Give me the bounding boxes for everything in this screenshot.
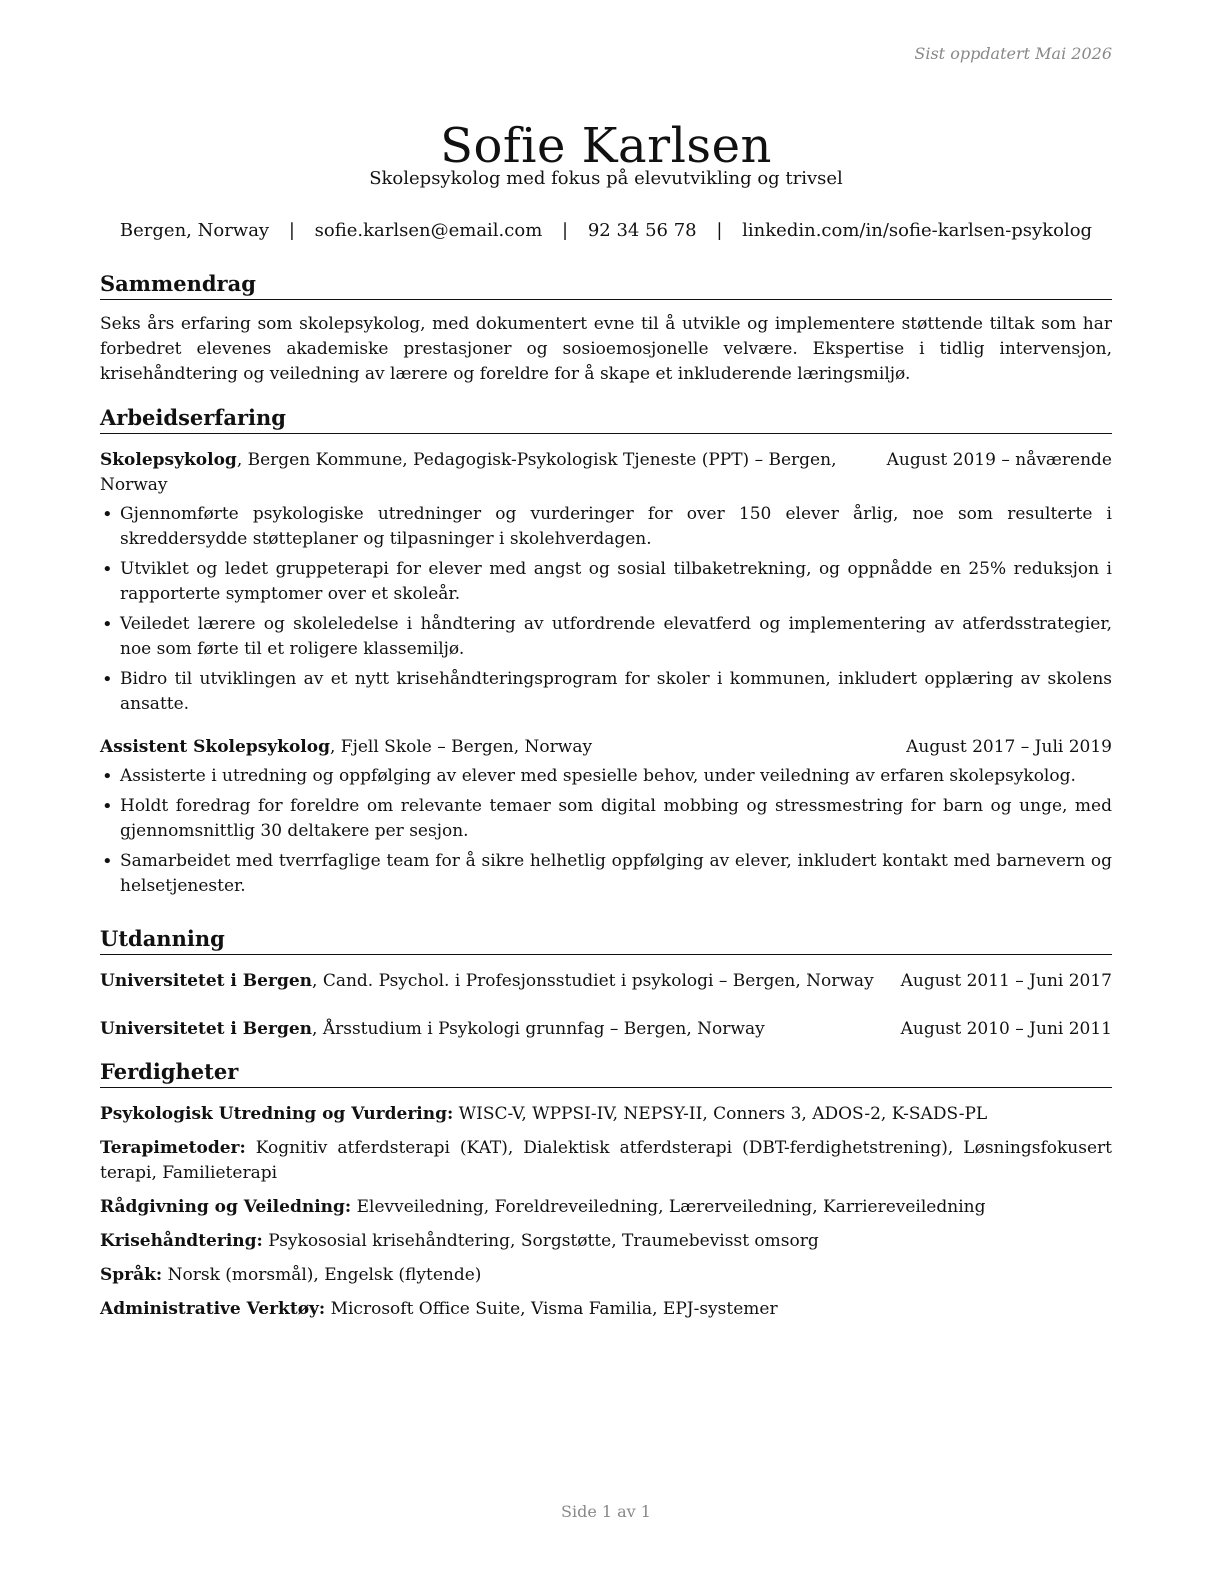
list-item: • Gjennomførte psykologiske utredninger og vurderinger for over 150 elever årlig, noe som resulterte i skreddersydde støtteplaner og tilpasninger i skolehverdagen. xyxy=(100,502,1112,552)
skill-value: Norsk (morsmål), Engelsk (flytende) xyxy=(162,1265,482,1285)
skill-label: Krisehåndtering: xyxy=(100,1231,263,1251)
education-entry xyxy=(100,969,1112,994)
job-org: , Fjell Skole – Bergen, Norway xyxy=(329,737,593,757)
section-title: Ferdigheter xyxy=(100,1058,1112,1088)
skills-section xyxy=(100,1058,1112,1331)
section-title: Arbeidserfaring xyxy=(100,404,1112,434)
skill-row xyxy=(100,1136,1112,1186)
skill-value: Psykososial krisehåndtering, Sorgstøtte, Traumebevisst omsorg xyxy=(262,1231,819,1251)
job-date: August 2017 – Juli 2019 xyxy=(906,737,1112,757)
skill-label: Psykologisk Utredning og Vurdering: xyxy=(100,1104,454,1124)
list-item: • Samarbeidet med tverrfaglige team for å sikre helhetlig oppfølging av elever, inkludert kontakt med barnevern og helsetjenester. xyxy=(100,849,1112,899)
list-item: • Veiledet lærere og skoleledelse i håndtering av utfordrende elevatferd og implementering av atferdsstrategier, noe som førte til et roligere klassemiljø. xyxy=(100,612,1112,662)
separator: | xyxy=(562,220,569,241)
linkedin-link[interactable]: linkedin.com/in/sofie-karlsen-psykolog xyxy=(742,220,1093,241)
job-header xyxy=(100,735,1112,760)
job-header xyxy=(100,448,1112,498)
skill-label: Språk: xyxy=(100,1265,163,1285)
skill-value: Kognitiv atferdsterapi (KAT), Dialektisk atferdsterapi (DBT-ferdighetstrening), Løsningsfokusert terapi, Familieterapi xyxy=(100,1138,1112,1183)
skill-row xyxy=(100,1195,1112,1220)
last-updated: Sist oppdatert Mai 2026 xyxy=(914,44,1112,63)
job-org: , Bergen Kommune, Pedagogisk-Psykologisk Tjeneste (PPT) – Bergen, Norway xyxy=(100,450,837,495)
job-entry xyxy=(100,448,1112,717)
education-date: August 2011 – Juni 2017 xyxy=(900,971,1112,991)
education-date: August 2010 – Juni 2011 xyxy=(900,1019,1112,1039)
skill-row xyxy=(100,1102,1112,1127)
skill-value: WISC-V, WPPSI-IV, NEPSY-II, Conners 3, ADOS-2, K-SADS-PL xyxy=(453,1104,988,1124)
job-role: Assistent Skolepsykolog xyxy=(100,737,330,757)
skill-value: Elevveiledning, Foreldreveiledning, Lærerveiledning, Karriereveiledning xyxy=(351,1197,986,1217)
list-item: • Assisterte i utredning og oppfølging av elever med spesielle behov, under veiledning av erfaren skolepsykolog. xyxy=(100,764,1112,789)
degree: , Cand. Psychol. i Profesjonsstudiet i psykologi – Bergen, Norway xyxy=(312,971,874,991)
degree: , Årsstudium i Psykologi grunnfag – Bergen, Norway xyxy=(312,1019,765,1039)
separator: | xyxy=(716,220,723,241)
list-item: • Holdt foredrag for foreldre om relevante temaer som digital mobbing og stressmestring for barn og unge, med gjennomsnittlig 30 deltakere per sesjon. xyxy=(100,794,1112,844)
tagline: Skolepsykolog med fokus på elevutvikling og trivsel xyxy=(369,168,843,189)
separator: | xyxy=(288,220,295,241)
skill-label: Rådgivning og Veiledning: xyxy=(100,1197,352,1217)
education-entry xyxy=(100,1017,1112,1042)
location: Bergen, Norway xyxy=(119,220,270,241)
skill-label: Administrative Verktøy: xyxy=(100,1299,326,1319)
phone: 92 34 56 78 xyxy=(587,220,697,241)
school-name: Universitetet i Bergen xyxy=(100,971,313,991)
skill-label: Terapimetoder: xyxy=(100,1138,246,1158)
skill-row xyxy=(100,1263,1112,1288)
education-section xyxy=(100,925,1112,1042)
school-name: Universitetet i Bergen xyxy=(100,1019,313,1039)
summary-text: Seks års erfaring som skolepsykolog, med dokumentert evne til å utvikle og implementere støttende tiltak som har forbedret elevenes akademiske prestasjoner og sosioemosjonelle velvære. Ekspertise i tidlig intervensjon, krisehåndtering og veiledning av lærere og foreldre for å skape et inkluderende læringsmiljø. xyxy=(100,314,1112,384)
job-bullets xyxy=(100,764,1112,899)
section-title: Utdanning xyxy=(100,925,1112,955)
resume-page xyxy=(100,0,1112,1584)
summary-section xyxy=(100,270,1112,387)
list-item: • Bidro til utviklingen av et nytt krisehåndteringsprogram for skoler i kommunen, inkludert opplæring av skolens ansatte. xyxy=(100,667,1112,717)
job-entry xyxy=(100,735,1112,899)
contact-line xyxy=(100,220,1112,241)
page-number: Side 1 av 1 xyxy=(561,1502,651,1521)
job-bullets xyxy=(100,502,1112,717)
section-title: Sammendrag xyxy=(100,270,1112,300)
email-link[interactable]: sofie.karlsen@email.com xyxy=(314,220,543,241)
skill-row xyxy=(100,1297,1112,1322)
list-item: • Utviklet og ledet gruppeterapi for elever med angst og sosial tilbaketrekning, og oppnådde en 25% reduksjon i rapporterte symptomer over et skoleår. xyxy=(100,557,1112,607)
job-date: August 2019 – nåværende xyxy=(886,450,1112,470)
person-name: Sofie Karlsen xyxy=(440,118,772,175)
skill-row xyxy=(100,1229,1112,1254)
experience-section xyxy=(100,404,1112,904)
job-role: Skolepsykolog xyxy=(100,450,237,470)
skill-value: Microsoft Office Suite, Visma Familia, EPJ-systemer xyxy=(325,1299,778,1319)
